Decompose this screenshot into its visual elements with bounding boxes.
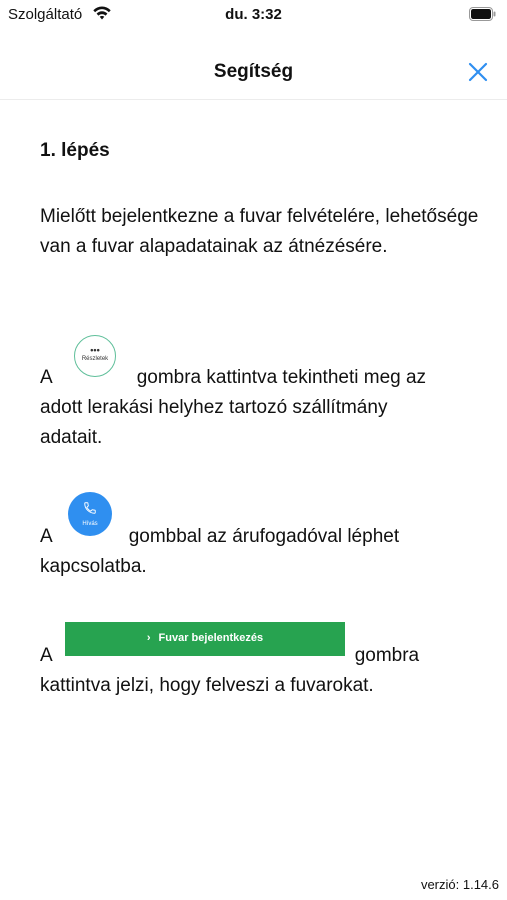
checkin-line2: kattintva jelzi, hogy felveszi a fuvarokat. (40, 675, 374, 696)
call-line1: gombbal az árufogadóval léphet (128, 526, 400, 547)
checkin-button-label: Fuvar bejelentkezés (158, 632, 264, 644)
details-paragraph (40, 363, 480, 453)
call-example-button (68, 492, 112, 536)
close-button[interactable] (465, 59, 491, 85)
close-icon (465, 59, 491, 85)
status-bar (0, 0, 507, 30)
call-paragraph (40, 522, 480, 582)
version-label: verzió: 1.14.6 (420, 877, 499, 892)
call-prefix: A (40, 526, 53, 547)
battery-icon (469, 7, 497, 25)
step-title: 1. lépés (40, 140, 110, 161)
more-dots-icon: ••• (90, 345, 100, 355)
details-line2: adott lerakási helyhez tartozó szállítmány (40, 397, 388, 418)
details-example-button (74, 335, 116, 377)
checkin-line1: gombra (354, 645, 420, 666)
clock: du. 3:32 (225, 6, 282, 23)
page-title: Segítség (213, 61, 294, 82)
details-line3: adatait. (40, 427, 103, 448)
intro-paragraph: Mielőtt bejelentkezne a fuvar felvételére, lehetősége van a fuvar alapadatainak az átnézésére. (40, 206, 479, 257)
phone-icon (68, 501, 112, 520)
chevron-right-icon: › (146, 632, 151, 644)
carrier-label: Szolgáltató (8, 6, 83, 23)
call-button-label: Hívás (82, 521, 98, 527)
details-prefix: A (40, 367, 53, 388)
details-button-label: Részletek (81, 356, 109, 362)
call-line2: kapcsolatba. (40, 556, 147, 577)
checkin-example-button (65, 622, 345, 656)
navigation-bar (0, 45, 507, 100)
checkin-prefix: A (40, 645, 53, 666)
details-line1: gombra kattintva tekintheti meg az (136, 367, 427, 388)
